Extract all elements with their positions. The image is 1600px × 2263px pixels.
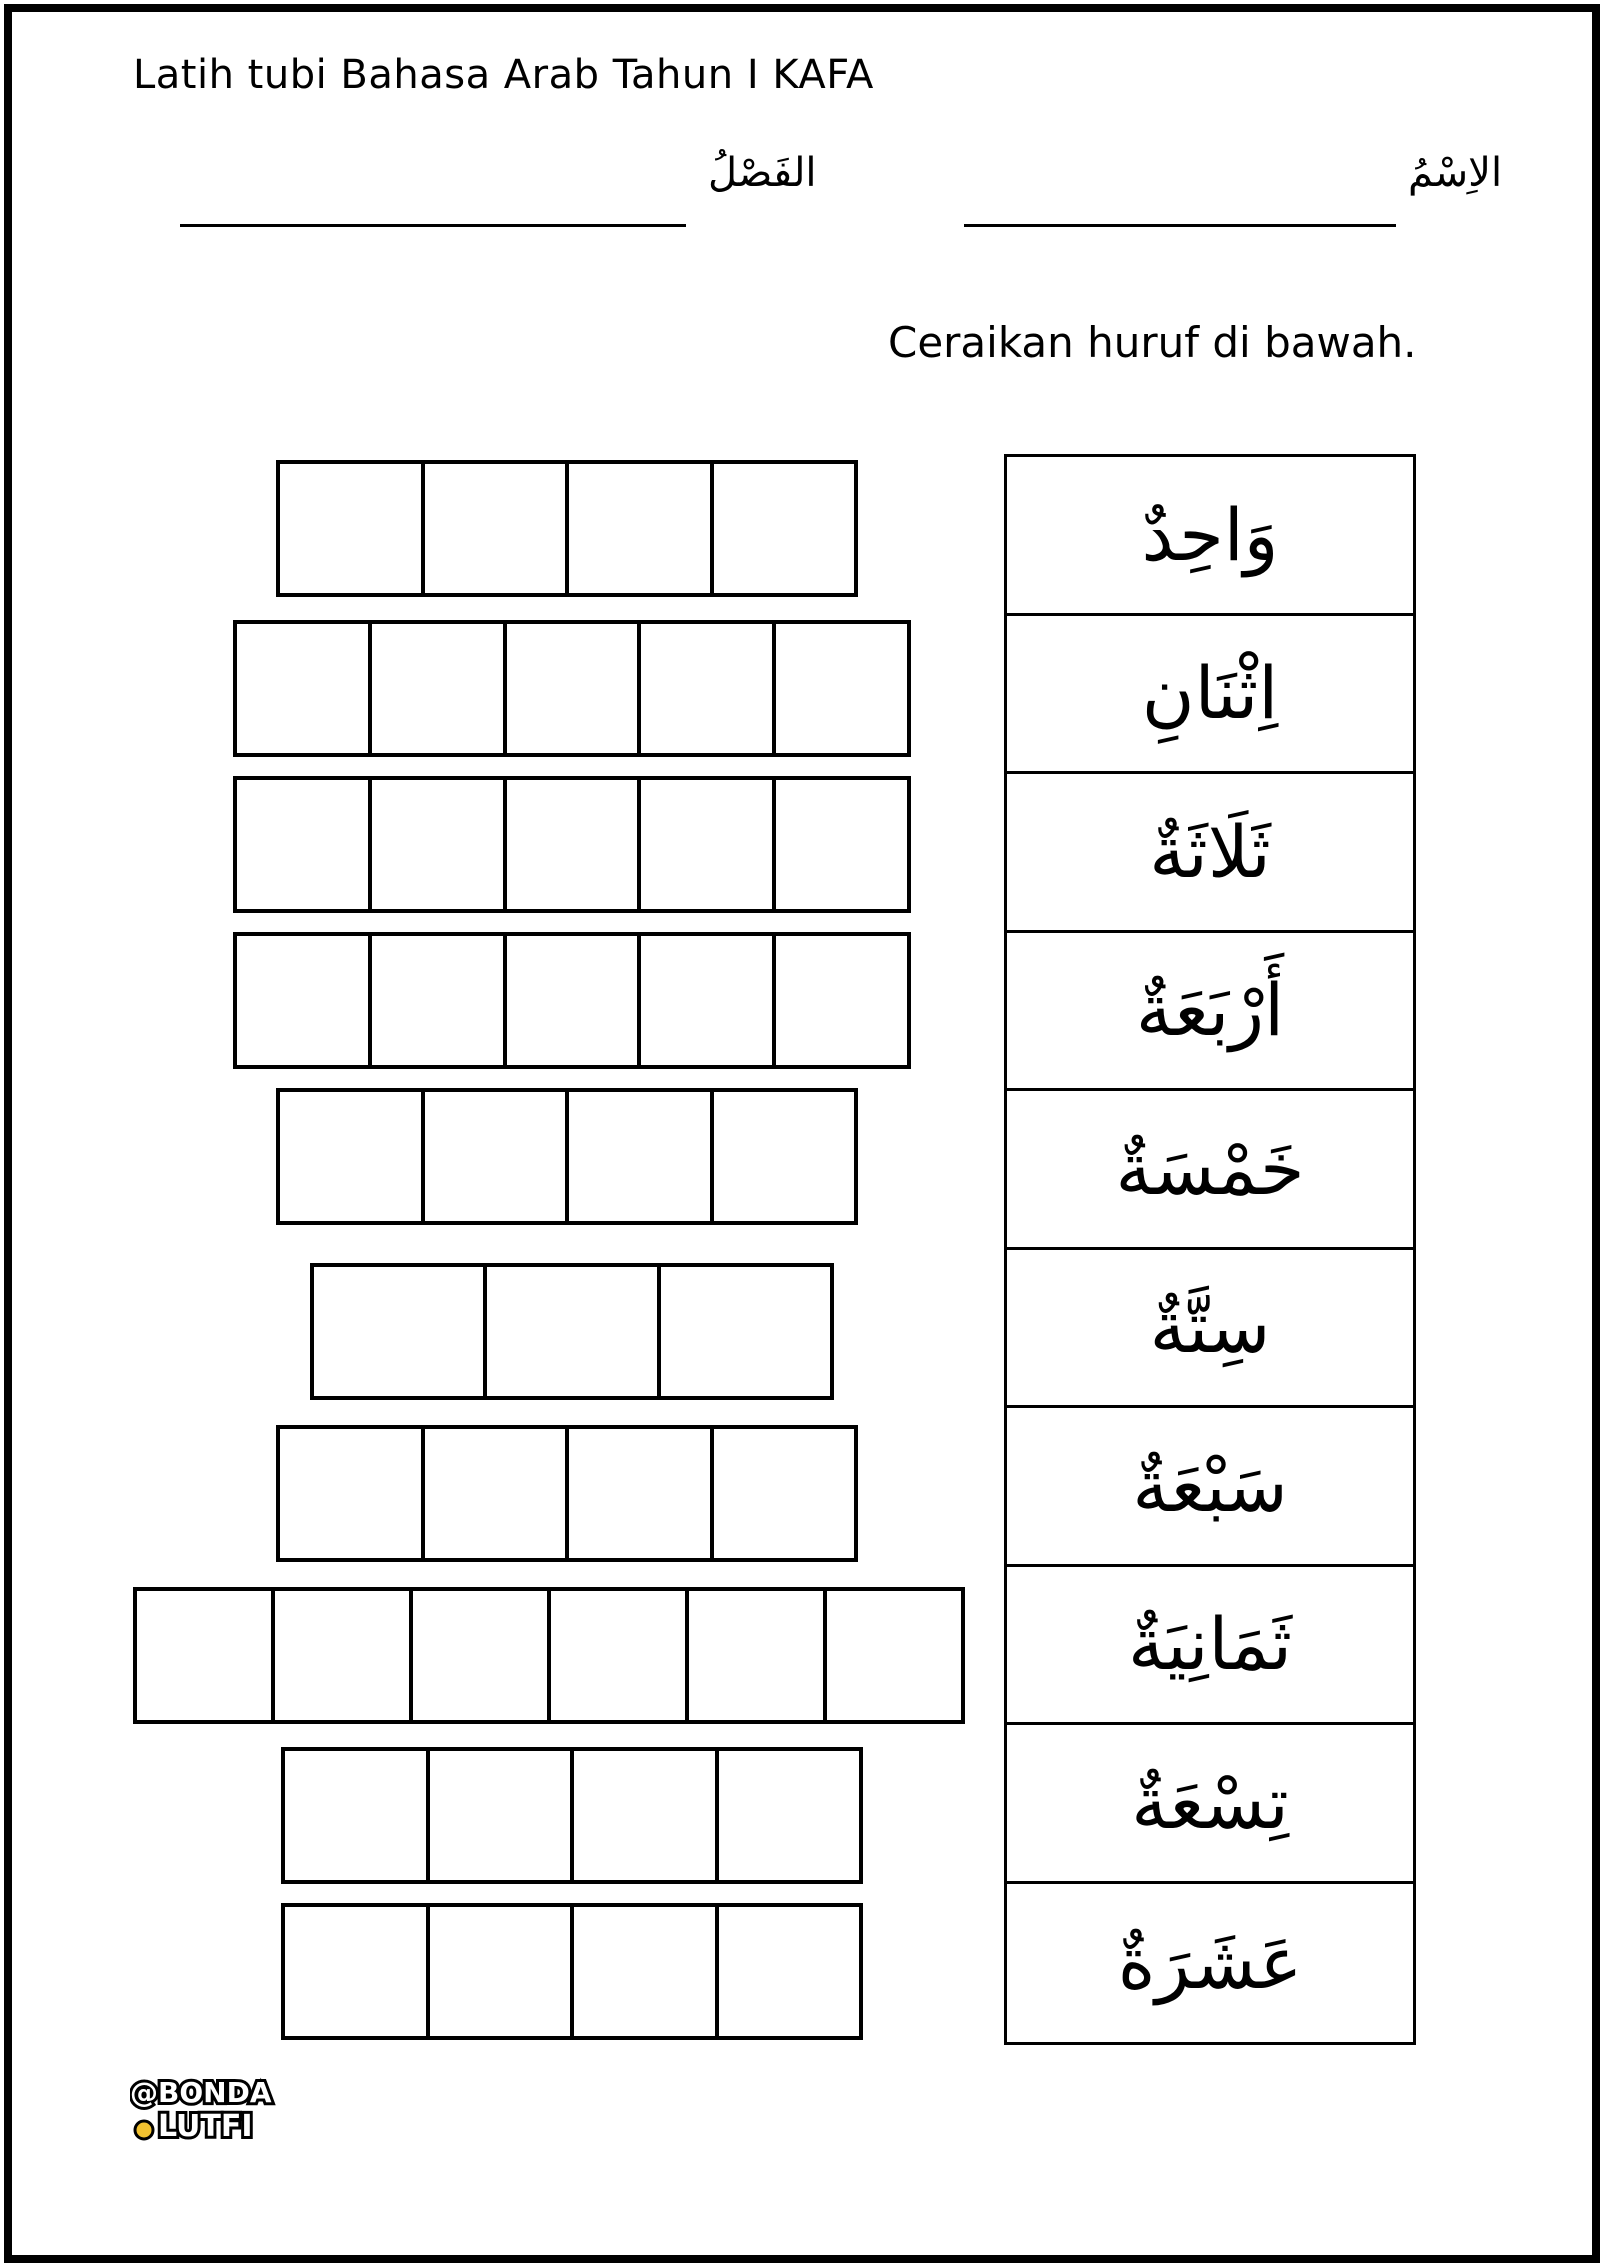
- name-label: الاِسْمُ: [1408, 150, 1503, 196]
- letter-box[interactable]: [661, 1267, 830, 1396]
- letter-box[interactable]: [487, 1267, 660, 1396]
- arabic-word-cell: سِتَّةٌ: [1007, 1250, 1413, 1409]
- letter-box[interactable]: [425, 1092, 570, 1221]
- letter-box[interactable]: [641, 780, 776, 909]
- letter-box[interactable]: [372, 936, 507, 1065]
- letter-box[interactable]: [714, 1429, 855, 1558]
- answer-box-row: [133, 1587, 965, 1724]
- arabic-word-cell: وَاحِدٌ: [1007, 457, 1413, 616]
- letter-box[interactable]: [714, 1092, 855, 1221]
- letter-box[interactable]: [137, 1591, 275, 1720]
- answer-box-row: [233, 620, 911, 757]
- letter-box[interactable]: [569, 1092, 714, 1221]
- letter-box[interactable]: [641, 624, 776, 753]
- answer-box-row: [310, 1263, 834, 1400]
- letter-box[interactable]: [719, 1907, 860, 2036]
- letter-box[interactable]: [237, 780, 372, 909]
- letter-box[interactable]: [280, 464, 425, 593]
- letter-box[interactable]: [776, 780, 907, 909]
- letter-box[interactable]: [714, 464, 855, 593]
- letter-box[interactable]: [507, 936, 642, 1065]
- letter-box[interactable]: [413, 1591, 551, 1720]
- svg-text:@BONDA: @BONDA: [130, 2076, 272, 2109]
- letter-box[interactable]: [574, 1907, 719, 2036]
- letter-box[interactable]: [507, 624, 642, 753]
- letter-box[interactable]: [314, 1267, 487, 1396]
- letter-box[interactable]: [372, 780, 507, 909]
- arabic-word-cell: أَرْبَعَةٌ: [1007, 933, 1413, 1092]
- letter-box[interactable]: [574, 1751, 719, 1880]
- letter-box[interactable]: [280, 1092, 425, 1221]
- letter-box[interactable]: [285, 1751, 430, 1880]
- answer-box-row: [276, 1425, 858, 1562]
- letter-box[interactable]: [372, 624, 507, 753]
- letter-box[interactable]: [507, 780, 642, 909]
- worksheet-title: Latih tubi Bahasa Arab Tahun I KAFA: [133, 52, 874, 98]
- name-fill-line[interactable]: [964, 224, 1396, 227]
- letter-box[interactable]: [430, 1751, 575, 1880]
- letter-box[interactable]: [425, 1429, 570, 1558]
- arabic-word-cell: خَمْسَةٌ: [1007, 1091, 1413, 1250]
- letter-box[interactable]: [776, 936, 907, 1065]
- arabic-word-cell: عَشَرَةٌ: [1117, 1920, 1303, 2005]
- class-fill-line[interactable]: [180, 224, 686, 227]
- letter-box[interactable]: [719, 1751, 860, 1880]
- letter-box[interactable]: [275, 1591, 413, 1720]
- answer-box-row: [233, 932, 911, 1069]
- answer-box-row: [281, 1747, 863, 1884]
- arabic-word-cell: تِسْعَةٌ: [1007, 1725, 1413, 1884]
- arabic-word-cell: ثَمَانِيَةٌ: [1007, 1567, 1413, 1726]
- letter-box[interactable]: [569, 1429, 714, 1558]
- letter-box[interactable]: [827, 1591, 961, 1720]
- letter-box[interactable]: [280, 1429, 425, 1558]
- svg-text:LUTFI: LUTFI: [158, 2109, 253, 2144]
- answer-box-row: [276, 460, 858, 597]
- class-label: الفَصْلُ: [708, 150, 817, 196]
- letter-box[interactable]: [425, 464, 570, 593]
- letter-box[interactable]: [237, 624, 372, 753]
- letter-box[interactable]: [569, 464, 714, 593]
- instruction-text: Ceraikan huruf di bawah.: [888, 318, 1417, 367]
- letter-box[interactable]: [430, 1907, 575, 2036]
- letter-box[interactable]: [237, 936, 372, 1065]
- bonda-lutfi-logo: [130, 2070, 280, 2150]
- arabic-word-cell: سَبْعَةٌ: [1007, 1408, 1413, 1567]
- answer-box-row: [281, 1903, 863, 2040]
- arabic-word-cell: ثَلَاثَةٌ: [1007, 774, 1413, 933]
- letter-box[interactable]: [551, 1591, 689, 1720]
- letter-box[interactable]: [776, 624, 907, 753]
- answer-box-row: [233, 776, 911, 913]
- arabic-word-table: [1004, 454, 1416, 2045]
- letter-box[interactable]: [641, 936, 776, 1065]
- letter-box[interactable]: [285, 1907, 430, 2036]
- answer-box-row: [276, 1088, 858, 1225]
- arabic-word-cell: اِثْنَانِ: [1007, 616, 1413, 775]
- letter-box[interactable]: [689, 1591, 827, 1720]
